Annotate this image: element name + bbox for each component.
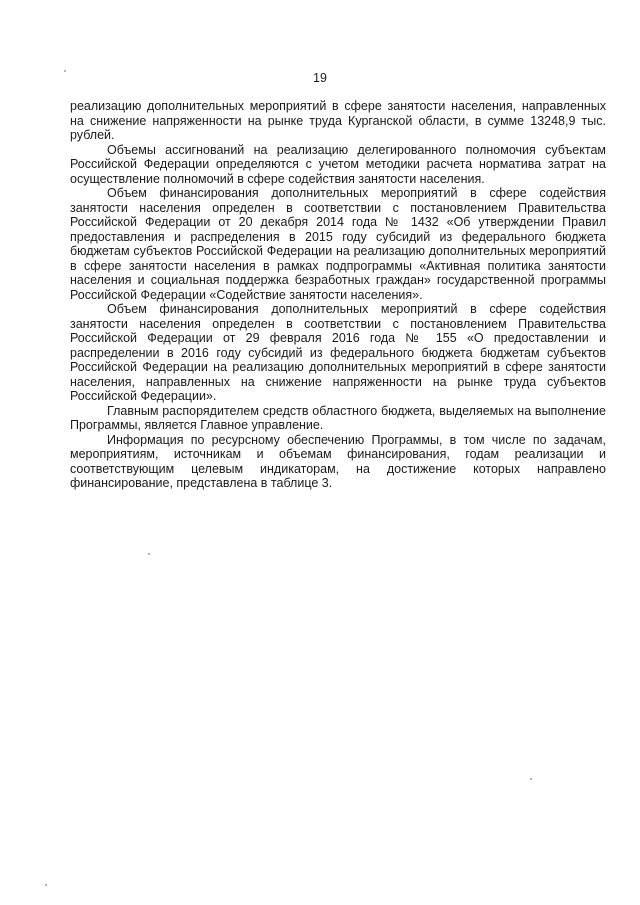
page-number: 19 bbox=[313, 71, 327, 85]
document-body bbox=[70, 99, 606, 491]
paragraph-resource-information: Информация по ресурсному обеспечению Программы, в том числе по задачам, мероприятиям, источникам и объемам финансирования, годам реализации и соответствующим целевым индикаторам, на достижение которых направлено финансирование, представлена в таблице 3. bbox=[70, 432, 606, 490]
paragraph-financing-2015: Объем финансирования дополнительных мероприятий в сфере содействия занятости населения определен в соответствии с постановлением Правительства Российской Федерации от 20 декабря 2014 года № 1432 «Об утверждении Правил предоставления и распределения в 2015 году субсидий из федерального бюджета бюджетам субъектов Российской Федерации на реализацию дополнительных мероприятий в сфере занятости населения в рамках подпрограммы «Активная политика занятости населения и социальная поддержка безработных граждан» государственной программы Российской Федерации «Содействие занятости населения». bbox=[70, 186, 606, 302]
scan-speck bbox=[64, 70, 66, 72]
paragraph-continuation: реализацию дополнительных мероприятий в сфере занятости населения, направленных на снижение напряженности на рынке труда Курганской области, в сумме 13248,9 тыс. рублей. bbox=[70, 99, 606, 142]
scan-speck bbox=[148, 553, 150, 555]
paragraph-chief-administrator: Главным распорядителем средств областного бюджета, выделяемых на выполнение Программы, является Главное управление. bbox=[70, 403, 606, 432]
scan-speck bbox=[530, 778, 532, 780]
scan-speck bbox=[45, 884, 47, 886]
paragraph-allocation-volumes: Объемы ассигнований на реализацию делегированного полномочия субъектам Российской Федерации определяются с учетом методики расчета норматива затрат на осуществление полномочий в сфере содействия занятости населения. bbox=[70, 142, 606, 186]
paragraph-financing-2016: Объем финансирования дополнительных мероприятий в сфере содействия занятости населения определен в соответствии с постановлением Правительства Российской Федерации от 29 февраля 2016 года № 155 «О предоставлении и распределении в 2016 году субсидий из федерального бюджета бюджетам субъектов Российской Федерации на реализацию дополнительных мероприятий в сфере занятости населения, направленных на снижение напряженности на рынке труда субъектов Российской Федерации». bbox=[70, 302, 606, 403]
